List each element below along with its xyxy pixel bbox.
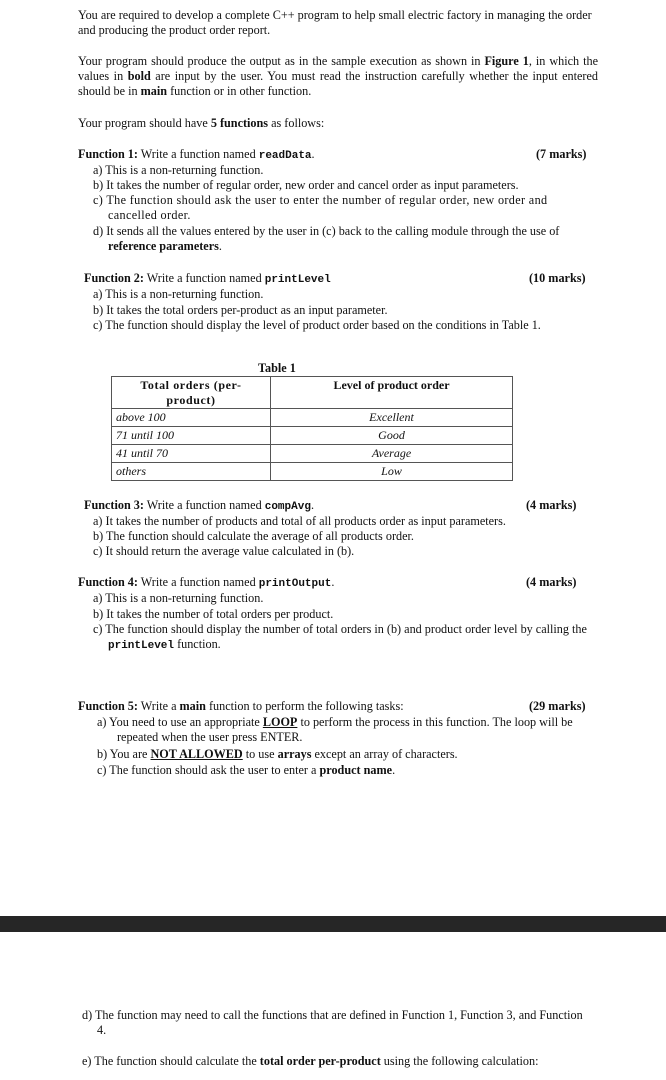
- table-cell: Average: [271, 445, 513, 463]
- function-3-heading: Function 3: Write a function named compAvg.: [84, 498, 314, 513]
- table-cell: others: [112, 463, 271, 481]
- function-5-item-c: c) The function should ask the user to enter a product name.: [97, 763, 396, 777]
- function-2-heading: Function 2: Write a function named printLevel: [84, 271, 331, 286]
- function-4-item-b: b) It takes the number of total orders per product.: [93, 607, 334, 621]
- table-row: [112, 409, 513, 427]
- function-2-marks: (10 marks): [529, 271, 586, 285]
- function-2-item-a: a) This is a non-returning function.: [93, 287, 264, 301]
- table-cell: Excellent: [271, 409, 513, 427]
- table-cell: Good: [271, 427, 513, 445]
- function-5-item-b: b) You are NOT ALLOWED to use arrays except an array of characters.: [97, 747, 458, 761]
- function-5-item-e: e) The function should calculate the total order per-product using the following calculation:: [82, 1054, 539, 1068]
- function-2-item-c: c) The function should display the level of product order based on the conditions in Table 1.: [93, 318, 541, 332]
- table-header-level: Level of product order: [271, 377, 513, 409]
- function-1-item-d: d) It sends all the values entered by the user in (c) back to the calling module through the use of reference parameters.: [93, 224, 560, 253]
- function-1-item-a: a) This is a non-returning function.: [93, 163, 264, 177]
- table-cell: 41 until 70: [112, 445, 271, 463]
- page-2: [0, 932, 666, 1080]
- table-cell: 71 until 100: [112, 427, 271, 445]
- intro-paragraph-1: You are required to develop a complete C++ program to help small electric factory in managing the order and producing the product order report.: [78, 8, 592, 37]
- function-4-marks: (4 marks): [526, 575, 577, 589]
- function-1-marks: (7 marks): [536, 147, 587, 161]
- function-5-item-d: d) The function may need to call the functions that are defined in Function 1, Function 3, and Function 4.: [82, 1008, 583, 1037]
- function-5-marks: (29 marks): [529, 699, 586, 713]
- function-2-item-b: b) It takes the total orders per-product as an input parameter.: [93, 303, 388, 317]
- function-5-item-a: a) You need to use an appropriate LOOP to perform the process in this function. The loop will be repeated when the user press ENTER.: [97, 715, 573, 744]
- intro-paragraph-3: Your program should have 5 functions as follows:: [78, 116, 325, 130]
- function-1-item-b: b) It takes the number of regular order, new order and cancel order as input parameters.: [93, 178, 519, 192]
- page-separator: [0, 916, 666, 932]
- table-header-row: [112, 377, 513, 409]
- function-1-item-c: c) The function should ask the user to enter the number of regular order, new order and cancelled order.: [93, 193, 548, 222]
- table-header-total-orders: Total orders (per-product): [112, 377, 271, 409]
- table-cell: above 100: [112, 409, 271, 427]
- function-3-item-c: c) It should return the average value calculated in (b).: [93, 544, 355, 558]
- function-4-item-c: c) The function should display the number of total orders in (b) and product order level by calling the printLevel function.: [93, 622, 587, 652]
- table-1: [111, 376, 513, 481]
- function-1-heading: Function 1: Write a function named readData.: [78, 147, 315, 162]
- function-4-item-a: a) This is a non-returning function.: [93, 591, 264, 605]
- table-row: [112, 445, 513, 463]
- function-3-item-b: b) The function should calculate the average of all products order.: [93, 529, 414, 543]
- function-4-heading: Function 4: Write a function named printOutput.: [78, 575, 335, 590]
- table-cell: Low: [271, 463, 513, 481]
- table-row: [112, 427, 513, 445]
- intro-paragraph-2: Your program should produce the output as in the sample execution as shown in Figure 1, in which the values in bold are input by the user. You must read the instruction carefully whether the input entered should be in main function or in other function.: [78, 54, 598, 98]
- table-row: [112, 463, 513, 481]
- table-1-caption: Table 1: [258, 361, 296, 375]
- function-3-marks: (4 marks): [526, 498, 577, 512]
- function-3-item-a: a) It takes the number of products and total of all products order as input parameters.: [93, 514, 506, 528]
- function-5-heading: Function 5: Write a main function to perform the following tasks:: [78, 699, 404, 713]
